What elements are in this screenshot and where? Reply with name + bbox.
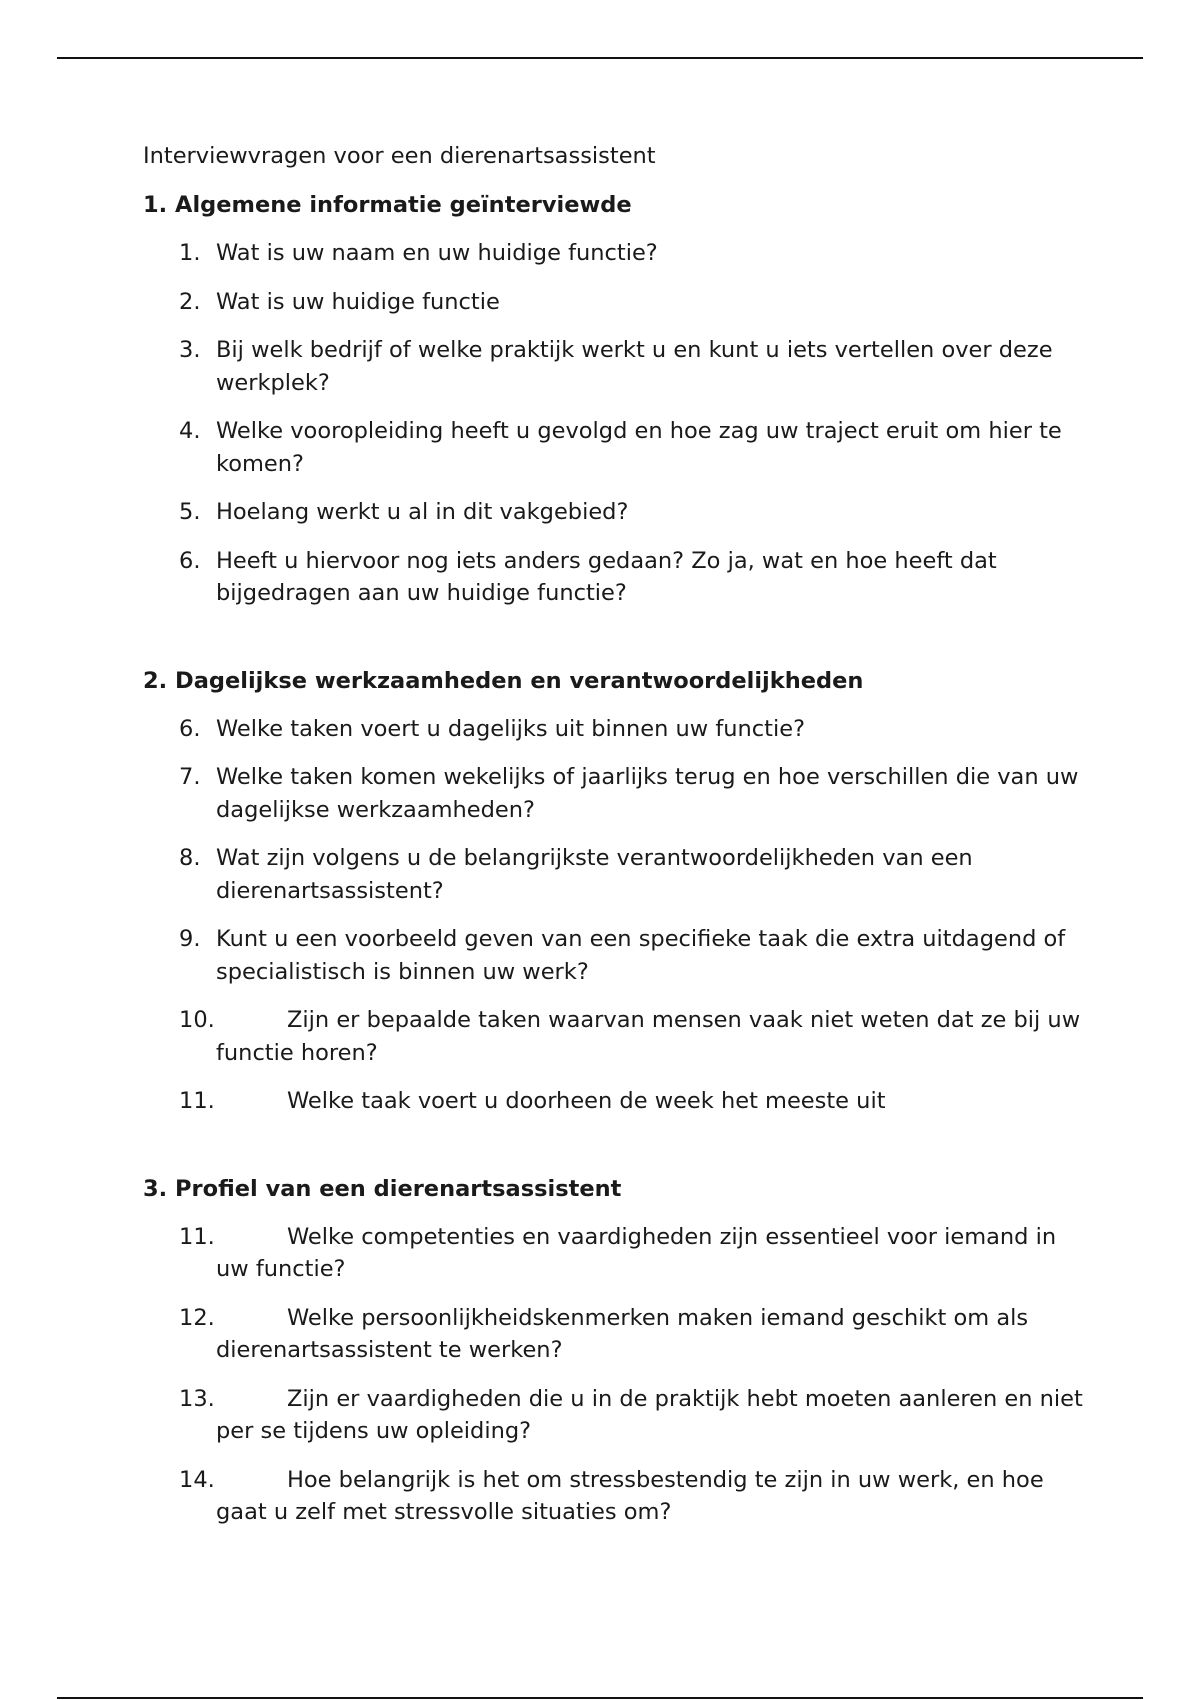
question-item — [143, 1302, 1083, 1367]
question-number: 12. — [179, 1304, 215, 1331]
question-number: 7. — [179, 764, 201, 790]
question-item — [143, 1085, 1083, 1118]
question-list-section-2 — [143, 713, 1083, 1118]
question-number: 2. — [179, 288, 201, 315]
question-item — [143, 237, 1083, 270]
question-text: Zijn er bepaalde taken waarvan mensen vaak niet weten dat ze bij uw functie horen? — [216, 1007, 1081, 1066]
question-text: Welke taken komen wekelijks of jaarlijks terug en hoe verschillen die van uw dagelijkse werkzaamheden? — [216, 764, 1079, 823]
question-item — [143, 923, 1083, 988]
question-number: 3. — [179, 337, 201, 363]
document-title: Interviewvragen voor een dierenartsassistent — [143, 143, 656, 169]
question-text: Welke taak voert u doorheen de week het meeste uit — [287, 1088, 886, 1114]
question-item — [143, 1221, 1083, 1286]
question-number: 5. — [179, 499, 201, 525]
question-number: 10. — [179, 1007, 215, 1033]
question-number: 8. — [179, 845, 201, 871]
question-number: 1. — [179, 240, 201, 266]
question-text: Welke vooropleiding heeft u gevolgd en hoe zag uw traject eruit om hier te komen? — [216, 418, 1062, 477]
question-item — [143, 545, 1083, 610]
question-item — [143, 415, 1083, 480]
footer-rule — [57, 1697, 1143, 1699]
question-item — [143, 334, 1083, 399]
question-list-section-3 — [143, 1221, 1083, 1529]
question-text: Wat zijn volgens u de belangrijkste verantwoordelijkheden van een dierenartsassistent? — [216, 845, 973, 904]
question-number: 11. — [179, 1223, 215, 1250]
question-number: 9. — [179, 926, 201, 952]
question-number: 13. — [179, 1385, 215, 1412]
question-item — [143, 842, 1083, 907]
question-item — [143, 1004, 1083, 1069]
header-rule — [57, 57, 1143, 59]
question-text: Welke competenties en vaardigheden zijn essentieel voor iemand in uw functie? — [216, 1223, 1057, 1282]
question-text: Wat is uw huidige functie — [216, 288, 500, 315]
question-text: Hoe belangrijk is het om stressbestendig te zijn in uw werk, en hoe gaat u zelf met stressvolle situaties om? — [216, 1466, 1044, 1525]
question-number: 4. — [179, 418, 201, 444]
question-text: Bij welk bedrijf of welke praktijk werkt u en kunt u iets vertellen over deze werkplek? — [216, 337, 1053, 396]
section-heading-algemene-informatie: 1. Algemene informatie geïnterviewde — [143, 192, 632, 218]
document-body — [143, 140, 1083, 1545]
question-text: Zijn er vaardigheden die u in de praktijk hebt moeten aanleren en niet per se tijdens uw opleiding? — [216, 1385, 1083, 1444]
question-text: Kunt u een voorbeeld geven van een specifieke taak die extra uitdagend of specialistisch is binnen uw werk? — [216, 926, 1066, 985]
question-text: Welke persoonlijkheidskenmerken maken iemand geschikt om als dierenartsassistent te werken? — [216, 1304, 1029, 1363]
question-item — [143, 1383, 1083, 1448]
question-item — [143, 1464, 1083, 1529]
question-text: Welke taken voert u dagelijks uit binnen uw functie? — [216, 715, 806, 742]
question-number: 11. — [179, 1088, 215, 1114]
question-number: 6. — [179, 547, 201, 574]
question-text: Heeft u hiervoor nog iets anders gedaan? Zo ja, wat en hoe heeft dat bijgedragen aan uw huidige functie? — [216, 547, 997, 606]
question-item — [143, 761, 1083, 826]
question-item — [143, 713, 1083, 746]
question-list-section-1 — [143, 237, 1083, 610]
section-heading-dagelijkse-werkzaamheden: 2. Dagelijkse werkzaamheden en verantwoordelijkheden — [143, 667, 864, 694]
section-heading-profiel: 3. Profiel van een dierenartsassistent — [143, 1175, 622, 1202]
question-item — [143, 286, 1083, 319]
question-number: 14. — [179, 1466, 215, 1493]
question-text: Wat is uw naam en uw huidige functie? — [216, 240, 658, 266]
question-item — [143, 496, 1083, 529]
question-number: 6. — [179, 715, 201, 742]
question-text: Hoelang werkt u al in dit vakgebied? — [216, 499, 629, 525]
